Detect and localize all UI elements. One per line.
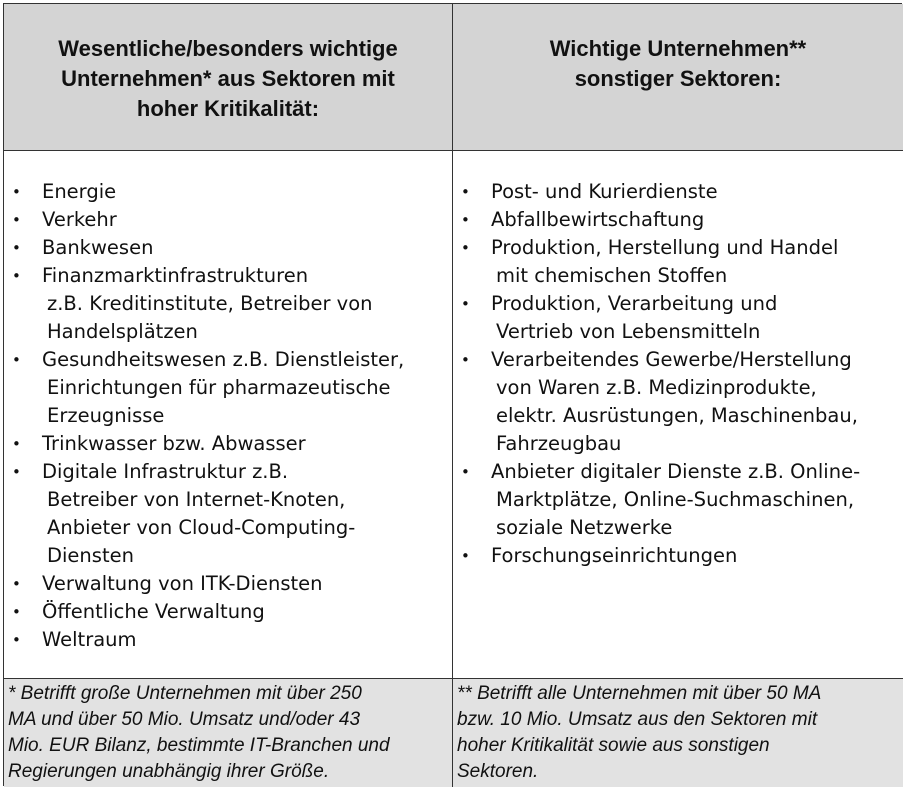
left-header-title bbox=[58, 34, 397, 124]
sector-item-continuation: Fahrzeugbau bbox=[496, 432, 622, 455]
right-footnote-text bbox=[457, 681, 899, 785]
sector-item-label: Produktion, Herstellung und Handel bbox=[491, 236, 839, 259]
footnote-line: Sektoren. bbox=[457, 761, 539, 782]
sector-list-item bbox=[12, 346, 448, 430]
right-header-title bbox=[550, 34, 807, 94]
left-header-line: Wesentliche/besonders wichtige bbox=[58, 36, 398, 61]
sector-list-item bbox=[12, 178, 448, 206]
sector-item-label: Forschungseinrichtungen bbox=[491, 544, 738, 567]
sector-item-continuation: Vertrieb von Lebensmitteln bbox=[496, 320, 761, 343]
left-header-line: hoher Kritikalität: bbox=[136, 96, 320, 121]
sector-list-item bbox=[12, 598, 448, 626]
sector-item-label: Energie bbox=[42, 180, 117, 203]
sector-item-label: Anbieter digitaler Dienste z.B. Online- bbox=[491, 460, 861, 483]
sector-item-label: Post- und Kurierdienste bbox=[491, 180, 718, 203]
bullet-icon: • bbox=[12, 211, 21, 229]
bullet-icon: • bbox=[12, 351, 21, 369]
footnote-line: bzw. 10 Mio. Umsatz aus den Sektoren mit bbox=[457, 709, 818, 730]
left-sector-list-cell bbox=[4, 151, 453, 679]
right-header-line: Wichtige Unternehmen** bbox=[549, 36, 807, 61]
sector-item-label: Öffentliche Verwaltung bbox=[42, 600, 265, 623]
sector-item-label: Verwaltung von ITK-Diensten bbox=[42, 572, 323, 595]
sector-item-continuation: Anbieter von Cloud-Computing- bbox=[47, 516, 356, 539]
left-footnote-text bbox=[8, 681, 448, 785]
sector-item-continuation: soziale Netzwerke bbox=[496, 516, 673, 539]
sector-list-item bbox=[461, 234, 899, 290]
footnote-line: Regierungen unabhängig ihrer Größe. bbox=[8, 761, 330, 782]
sector-item-continuation: mit chemischen Stoffen bbox=[496, 264, 728, 287]
sector-item-continuation: Erzeugnisse bbox=[47, 404, 165, 427]
right-sector-list bbox=[461, 178, 899, 570]
sector-item-label: Verarbeitendes Gewerbe/Herstellung bbox=[491, 348, 852, 371]
sector-item-continuation: Diensten bbox=[47, 544, 134, 567]
sector-list-item bbox=[12, 626, 448, 654]
footnote-line: * Betrifft große Unternehmen mit über 250 bbox=[8, 683, 362, 704]
sector-item-label: Trinkwasser bzw. Abwasser bbox=[42, 432, 306, 455]
bullet-icon: • bbox=[461, 183, 470, 201]
sector-item-label: Finanzmarktinfrastrukturen bbox=[42, 264, 309, 287]
sector-list-item bbox=[12, 430, 448, 458]
sector-item-label: Digitale Infrastruktur z.B. bbox=[42, 460, 289, 483]
sector-list-item bbox=[12, 206, 448, 234]
bullet-icon: • bbox=[12, 631, 21, 649]
sector-comparison-table bbox=[3, 3, 902, 786]
sector-list-item bbox=[12, 262, 448, 346]
sector-list-item bbox=[461, 542, 899, 570]
right-header-line: sonstiger Sektoren: bbox=[574, 66, 782, 91]
sector-list-item bbox=[12, 234, 448, 262]
bullet-icon: • bbox=[461, 239, 470, 257]
bullet-icon: • bbox=[12, 575, 21, 593]
bullet-icon: • bbox=[12, 239, 21, 257]
right-column-header bbox=[453, 4, 903, 151]
sector-item-label: Verkehr bbox=[42, 208, 117, 231]
sector-item-label: Produktion, Verarbeitung und bbox=[491, 292, 778, 315]
sector-list-item bbox=[12, 570, 448, 598]
bullet-icon: • bbox=[12, 267, 21, 285]
left-footnote bbox=[4, 679, 453, 787]
sector-list-item bbox=[12, 458, 448, 570]
sector-list-item bbox=[461, 346, 899, 458]
left-header-line: Unternehmen* aus Sektoren mit bbox=[61, 66, 395, 91]
sector-item-continuation: Marktplätze, Online-Suchmaschinen, bbox=[496, 488, 855, 511]
left-column-header bbox=[4, 4, 453, 151]
footnote-line: Mio. EUR Bilanz, bestimmte IT-Branchen und bbox=[8, 735, 390, 756]
bullet-icon: • bbox=[12, 435, 21, 453]
sector-item-continuation: von Waren z.B. Medizinprodukte, bbox=[496, 376, 817, 399]
sector-item-label: Weltraum bbox=[42, 628, 137, 651]
sector-item-continuation: Handelsplätzen bbox=[47, 320, 198, 343]
sector-list-item bbox=[461, 290, 899, 346]
bullet-icon: • bbox=[461, 547, 470, 565]
footnote-line: hoher Kritikalität sowie aus sonstigen bbox=[457, 735, 770, 756]
sector-item-label: Bankwesen bbox=[42, 236, 154, 259]
footnote-line: MA und über 50 Mio. Umsatz und/oder 43 bbox=[8, 709, 361, 730]
sector-item-continuation: z.B. Kreditinstitute, Betreiber von bbox=[47, 292, 373, 315]
left-sector-list bbox=[12, 178, 448, 654]
sector-list-item bbox=[461, 458, 899, 542]
sector-list-item bbox=[461, 178, 899, 206]
sector-item-label: Abfallbewirtschaftung bbox=[491, 208, 705, 231]
bullet-icon: • bbox=[12, 603, 21, 621]
sector-item-continuation: elektr. Ausrüstungen, Maschinenbau, bbox=[496, 404, 858, 427]
bullet-icon: • bbox=[461, 295, 470, 313]
bullet-icon: • bbox=[461, 211, 470, 229]
footnote-line: ** Betrifft alle Unternehmen mit über 50 MA bbox=[457, 683, 822, 704]
sector-item-continuation: Einrichtungen für pharmazeutische bbox=[47, 376, 391, 399]
sector-item-continuation: Betreiber von Internet-Knoten, bbox=[47, 488, 346, 511]
bullet-icon: • bbox=[12, 463, 21, 481]
bullet-icon: • bbox=[461, 351, 470, 369]
right-sector-list-cell bbox=[453, 151, 903, 679]
right-footnote bbox=[453, 679, 903, 787]
sector-item-label: Gesundheitswesen z.B. Dienstleister, bbox=[42, 348, 405, 371]
bullet-icon: • bbox=[12, 183, 21, 201]
sector-list-item bbox=[461, 206, 899, 234]
bullet-icon: • bbox=[461, 463, 470, 481]
